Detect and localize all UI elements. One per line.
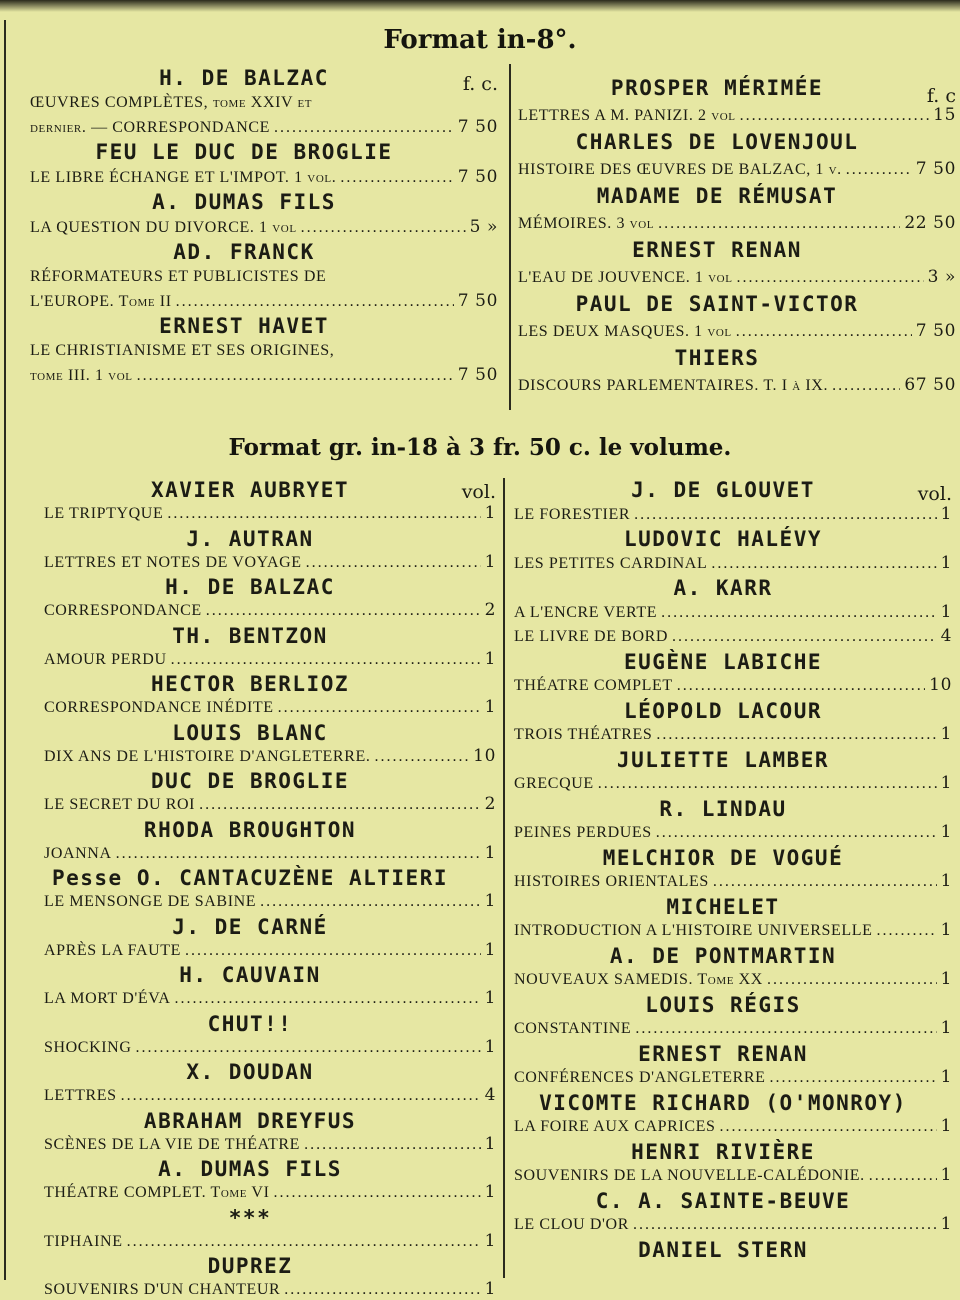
author-name: HECTOR BERLIOZ [150, 672, 349, 696]
octavo-heading: Format in-8°. [383, 25, 577, 55]
dot-leader [340, 167, 453, 188]
price-value: 4 [484, 1085, 496, 1105]
price-value: 1 [940, 773, 952, 793]
title-line [30, 290, 498, 312]
title-line [30, 116, 498, 138]
title-text: LA FOIRE AUX CAPRICES [514, 1118, 716, 1135]
title-line [30, 340, 498, 362]
in18-column-divider [503, 478, 505, 1278]
author-name: H. CAUVAIN [179, 963, 321, 987]
price-value: 1 [484, 551, 496, 572]
price-value: 7 50 [457, 167, 498, 187]
dot-leader [677, 675, 925, 696]
price-value: 3 » [927, 267, 956, 287]
title-text: A L'ENCRE VERTE [514, 603, 658, 621]
title-line [30, 266, 498, 288]
price-value: 1 [484, 1133, 496, 1154]
author-name: HENRI RIVIÈRE [631, 1139, 815, 1164]
price-value: 1 [484, 891, 496, 911]
title-line [44, 1230, 496, 1252]
author-name: JULIETTE LAMBER [616, 747, 830, 772]
author-name: J. DE CARNÉ [172, 914, 328, 939]
author-name: DUPREZ [207, 1254, 293, 1278]
dot-leader [846, 159, 912, 180]
dot-leader [176, 291, 454, 312]
author-name: MADAME DE RÉMUSAT [596, 184, 838, 208]
price-value: 1 [940, 1116, 952, 1136]
title-line [44, 696, 496, 718]
title-text: NOUVEAUX SAMEDIS. Tome XX [514, 971, 763, 988]
price-value: 1 [484, 939, 496, 960]
dot-leader [137, 365, 454, 386]
title-line [44, 1181, 496, 1203]
title-text: LE LIVRE DE BORD [514, 628, 669, 645]
price-value: 10 [473, 745, 496, 766]
octavo-left-column [30, 66, 498, 412]
torn-top-edge [0, 0, 960, 12]
title-text: THÉATRE COMPLET. Tome VI [44, 1184, 270, 1201]
title-line [518, 104, 956, 126]
title-text: JOANNA [44, 844, 112, 862]
author-name: ERNEST RENAN [632, 238, 802, 262]
price-value: 1 [940, 503, 952, 524]
title-line [514, 821, 952, 843]
title-line [514, 552, 952, 574]
title-text: LETTRES ET NOTES DE VOYAGE [44, 553, 302, 571]
author-name: FEU LE DUC DE BROGLIE [95, 140, 393, 164]
title-text: ŒUVRES COMPLÈTES, tome XXIV et [30, 94, 313, 111]
title-text: CONFÉRENCES D'ANGLETERRE [514, 1069, 766, 1086]
price-value: 1 [484, 648, 496, 669]
author-name: DUC DE BROGLIE [150, 769, 349, 793]
author-name: AD. FRANCK [173, 240, 315, 264]
title-text: LETTRES A M. PANIZI. 2 vol [518, 107, 736, 124]
price-value: 1 [940, 724, 952, 744]
title-text: THÉATRE COMPLET [514, 677, 673, 694]
price-value: 1 [940, 1018, 952, 1038]
author-name: H. DE BALZAC [159, 66, 329, 90]
author-name: THIERS [674, 346, 760, 370]
author-name: A. KARR [673, 576, 773, 600]
title-text: SOUVENIRS DE LA NOUVELLE-CALÉDONIE. [514, 1167, 865, 1184]
title-text: GRECQUE [514, 775, 594, 792]
dot-leader [185, 940, 481, 961]
author-name: X. DOUDAN [186, 1060, 314, 1084]
title-line [514, 1213, 952, 1235]
price-value: 7 50 [457, 117, 498, 137]
in18-heading: Format gr. in-18 à 3 fr. 50 c. le volume. [228, 434, 732, 461]
title-line [514, 1164, 952, 1186]
octavo-column-divider [509, 64, 511, 410]
column-head-units: vol. [917, 483, 952, 505]
title-line [44, 987, 496, 1009]
title-line [518, 320, 956, 342]
dot-leader [656, 822, 937, 843]
title-line [44, 939, 496, 961]
title-text: SCÈNES DE LA VIE DE THÉATRE [44, 1135, 301, 1153]
author-name: LOUIS RÉGIS [645, 992, 801, 1017]
price-value: 1 [484, 1036, 496, 1057]
title-text: CORRESPONDANCE INÉDITE [44, 699, 274, 716]
author-name: VICOMTE RICHARD (O'MONROY) [539, 1090, 907, 1115]
title-line [44, 1036, 496, 1058]
title-text: tome III. 1 vol [30, 367, 133, 384]
price-value: 4 [940, 626, 952, 646]
author-name: A. DUMAS FILS [152, 190, 336, 214]
title-line [514, 870, 952, 892]
title-text: LE LIBRE ÉCHANGE ET L'IMPOT. 1 vol. [30, 169, 337, 186]
title-text: TIPHAINE [44, 1232, 123, 1250]
author-name: LOUIS BLANC [172, 720, 328, 745]
price-value: 1 [940, 969, 952, 989]
author-name: A. DE PONTMARTIN [609, 943, 837, 968]
author-name: J. DE GLOUVET [631, 478, 815, 502]
title-line [44, 1133, 496, 1155]
author-name: C. A. SAINTE-BEUVE [595, 1188, 851, 1213]
title-line [44, 842, 496, 864]
price-value: 2 [484, 600, 496, 620]
dot-leader [304, 1134, 481, 1155]
column-head-units: f. c. [462, 73, 498, 95]
dot-leader [306, 552, 481, 573]
title-line [30, 92, 498, 114]
dot-leader [167, 503, 480, 524]
title-text: LE SECRET DU ROI [44, 796, 196, 813]
title-text: CORRESPONDANCE [44, 602, 202, 619]
dot-leader [274, 1182, 481, 1203]
author-name: ERNEST RENAN [638, 1041, 808, 1066]
title-line [30, 364, 498, 386]
dot-leader [770, 1067, 937, 1088]
price-value: 1 [940, 552, 952, 573]
title-text: MÉMOIRES. 3 vol [518, 215, 655, 232]
title-text: SHOCKING [44, 1038, 132, 1056]
dot-leader [260, 891, 480, 912]
title-line [514, 601, 952, 623]
title-line [514, 674, 952, 696]
price-value: 1 [484, 988, 496, 1008]
price-value: 22 50 [904, 213, 956, 233]
author-name: CHARLES DE LOVENJOUL [575, 130, 859, 154]
title-text: LA QUESTION DU DIVORCE. 1 vol [30, 219, 297, 236]
dot-leader [171, 649, 481, 670]
dot-leader [656, 724, 936, 745]
dot-leader [661, 602, 937, 623]
title-line [44, 890, 496, 912]
title-line [44, 648, 496, 670]
author-name: PAUL DE SAINT-VICTOR [575, 292, 859, 316]
price-value: 1 [940, 1067, 952, 1087]
price-value: 1 [940, 601, 952, 622]
title-line [518, 212, 956, 234]
title-line [514, 772, 952, 794]
title-line [514, 625, 952, 647]
author-name: XAVIER AUBRYET [150, 478, 349, 502]
title-text: RÉFORMATEURS ET PUBLICISTES DE [30, 268, 327, 285]
author-name: *** [228, 1205, 272, 1230]
title-line [30, 216, 498, 238]
title-text: CONSTANTINE [514, 1020, 632, 1037]
title-text: DIX ANS DE L'HISTOIRE D'ANGLETERRE. [44, 747, 371, 765]
title-text: L'EUROPE. Tome II [30, 293, 172, 310]
title-text: LA MORT D'ÉVA [44, 990, 171, 1007]
title-line [514, 1017, 952, 1039]
author-name: CHUT!! [207, 1011, 293, 1036]
dot-leader [174, 988, 480, 1009]
title-text: TROIS THÉATRES [514, 726, 653, 743]
dot-leader [672, 626, 937, 647]
dot-leader [711, 553, 936, 574]
title-text: LE CLOU D'OR [514, 1216, 629, 1233]
title-text: INTRODUCTION A L'HISTOIRE UNIVERSELLE [514, 922, 873, 939]
title-text: APRÈS LA FAUTE [44, 941, 182, 959]
column-head-units: f. c [926, 85, 956, 107]
title-text: LE TRIPTYQUE [44, 505, 164, 522]
price-value: 1 [484, 1230, 496, 1251]
author-name: PROSPER MÉRIMÉE [610, 76, 824, 100]
title-line [514, 723, 952, 745]
title-line [514, 1115, 952, 1137]
title-text: DISCOURS PARLEMENTAIRES. T. I à IX. [518, 377, 829, 394]
author-name: RHODA BROUGHTON [143, 817, 357, 842]
dot-leader [658, 213, 900, 234]
dot-leader [737, 267, 924, 288]
title-line [518, 374, 956, 396]
dot-leader [121, 1085, 481, 1106]
dot-leader [598, 773, 937, 794]
in18-left-column [44, 478, 496, 1299]
author-name: Pesse O. CANTACUZÈNE ALTIERI [51, 866, 448, 890]
author-name: LUDOVIC HALÉVY [623, 527, 822, 551]
title-text: LE MENSONGE DE SABINE [44, 893, 257, 910]
price-value: 7 50 [457, 291, 498, 311]
dot-leader [127, 1231, 481, 1252]
author-name: LÉOPOLD LACOUR [623, 698, 822, 723]
price-value: 10 [929, 675, 952, 695]
author-name: ERNEST HAVET [159, 314, 329, 338]
octavo-right-column [518, 76, 956, 416]
title-text: PEINES PERDUES [514, 824, 652, 841]
title-text: LES DEUX MASQUES. 1 vol [518, 323, 732, 340]
dot-leader [199, 794, 480, 815]
dot-leader [301, 217, 466, 238]
price-value: 1 [484, 697, 496, 717]
title-line [44, 1084, 496, 1106]
author-name: A. DUMAS FILS [158, 1157, 342, 1181]
dot-leader [116, 843, 481, 864]
dot-leader [635, 1018, 936, 1039]
price-value: 1 [940, 822, 952, 842]
dot-leader [736, 321, 912, 342]
title-text: L'EAU DE JOUVENCE. 1 vol [518, 269, 733, 286]
price-value: 1 [484, 1182, 496, 1202]
title-line [514, 1066, 952, 1088]
price-value: 15 [933, 105, 956, 125]
title-line [44, 745, 496, 767]
price-value: 5 » [469, 217, 498, 237]
author-name: DANIEL STERN [638, 1237, 808, 1262]
author-name: ABRAHAM DREYFUS [143, 1108, 357, 1133]
price-value: 7 50 [915, 321, 956, 341]
dot-leader [713, 871, 937, 892]
author-name: EUGÈNE LABICHE [623, 649, 822, 674]
dot-leader [720, 1116, 937, 1137]
title-line [518, 158, 956, 180]
title-text: HISTOIRES ORIENTALES [514, 873, 709, 890]
in18-right-column [514, 478, 952, 1278]
dot-leader [634, 504, 936, 525]
dot-leader [135, 1037, 480, 1058]
author-name: TH. BENTZON [172, 623, 328, 648]
price-value: 1 [940, 920, 952, 940]
title-line [44, 599, 496, 621]
price-value: 1 [484, 842, 496, 863]
price-value: 7 50 [457, 365, 498, 385]
price-value: 1 [484, 503, 496, 523]
title-line [514, 919, 952, 941]
price-value: 1 [940, 1214, 952, 1234]
dot-leader [374, 746, 469, 767]
dot-leader [767, 969, 937, 990]
dot-leader [869, 1165, 937, 1186]
column-head-units: vol. [461, 481, 496, 503]
dot-leader [633, 1214, 937, 1235]
title-line [514, 503, 952, 525]
title-text: AMOUR PERDU [44, 650, 167, 668]
price-value: 1 [940, 1165, 952, 1185]
title-line [514, 968, 952, 990]
price-value: 67 50 [904, 375, 956, 395]
title-text: LE FORESTIER [514, 505, 631, 523]
title-text: HISTOIRE DES ŒUVRES DE BALZAC, 1 v. [518, 161, 842, 178]
author-name: R. LINDAU [659, 796, 787, 821]
title-line [44, 793, 496, 815]
dot-leader [284, 1279, 480, 1300]
title-line [44, 551, 496, 573]
price-value: 2 [484, 794, 496, 814]
title-line [518, 266, 956, 288]
author-name: MICHELET [666, 894, 780, 919]
page-left-rule [4, 20, 6, 1280]
dot-leader [206, 600, 481, 621]
title-line [44, 1278, 496, 1300]
title-text: SOUVENIRS D'UN CHANTEUR [44, 1281, 281, 1298]
price-value: 1 [484, 1279, 496, 1299]
author-name: H. DE BALZAC [165, 575, 335, 599]
dot-leader [877, 920, 937, 941]
title-text: LES PETITES CARDINAL [514, 554, 708, 572]
author-name: MELCHIOR DE VOGUÉ [602, 845, 844, 870]
dot-leader [278, 697, 481, 718]
dot-leader [832, 375, 900, 396]
price-value: 1 [940, 871, 952, 891]
title-text: LE CHRISTIANISME ET SES ORIGINES, [30, 342, 335, 359]
author-name: J. AUTRAN [186, 526, 314, 551]
title-text: LETTRES [44, 1087, 117, 1104]
dot-leader [274, 117, 454, 138]
title-line [30, 166, 498, 188]
price-value: 7 50 [915, 159, 956, 179]
title-line [44, 502, 496, 524]
title-text: dernier. — CORRESPONDANCE [30, 119, 271, 136]
dot-leader [740, 105, 930, 126]
